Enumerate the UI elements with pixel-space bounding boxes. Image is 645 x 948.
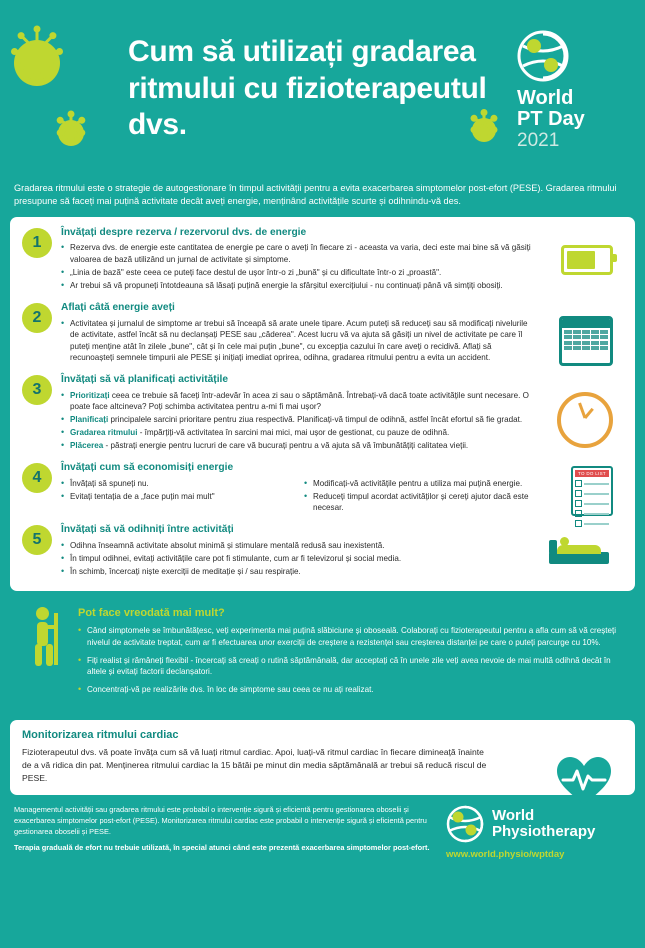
logo-line-2: PT Day xyxy=(517,108,585,130)
step-4-bullet-right-2: • Reduceți timpul acordat activităților și cereți ajutor dacă este necesar. xyxy=(304,491,531,514)
step-5-bullet-1: • Odihna înseamnă activitate absolut minimă și stimulare mentală redusă sau inexistentă. xyxy=(61,540,501,551)
step-5-bullet-2: • În timpul odihnei, evitați activitățile care pot fi stimulante, cum ar fi televizorul și social media. xyxy=(61,553,501,564)
wp-logo-line-2: Physiotherapy xyxy=(492,823,596,841)
more-bullet-3: • Concentrați-vă pe realizările dvs. în loc de simptome sau ceea ce nu ați realizat. xyxy=(78,684,623,696)
step-5-bullet-3: • În schimb, încercați niște exerciții de meditație și / sau respirație. xyxy=(61,566,501,577)
step-2-number: 2 xyxy=(22,303,52,333)
heart-pulse-icon xyxy=(555,754,613,806)
step-5-title: Învățați să vă odihniți între activități xyxy=(61,524,234,536)
step-4 xyxy=(22,462,623,515)
step-2-bullet-1: • Activitatea și jurnalul de simptome ar trebui să înceapă să arate unele tipare. Acum puteți să reduceți sau să modificați nivelurile de activitate, astfel încât să nu declanșați PESE sau „căderea". Acest lucru vă va ajuta să găsiți un nivel de activitate pe care îl puteți menține atât în zilele „bune", cât și în cele mai puțin „bune", cu excepția cazului în care aveți o recidivă. Aflați să recunoașteți semnele timpurii ale PESE și inițiați imediat oprirea, odihna, gradarea ritmului pentru a evita un accident. xyxy=(61,318,531,364)
calendar-icon xyxy=(559,316,613,366)
virus-decoration-left xyxy=(14,40,60,86)
step-4-number: 4 xyxy=(22,463,52,493)
header xyxy=(0,0,645,172)
wp-logo-icon xyxy=(446,805,484,843)
person-crutch-icon xyxy=(24,607,64,667)
steps-card xyxy=(10,217,635,591)
step-1-bullet-2: • „Linia de bază" este ceea ce puteți face destul de ușor într-o zi „bună" și cu dificultate într-o zi „proastă". xyxy=(61,267,531,278)
world-physiotherapy-logo[interactable] xyxy=(446,805,631,860)
footer-url[interactable]: www.world.physio/wptday xyxy=(446,849,565,861)
more-section-title: Pot face vreodată mai mult? xyxy=(78,607,225,620)
world-pt-day-logo xyxy=(517,30,627,152)
step-3-bullet-4: • Plăcerea - păstrați energie pentru lucruri de care vă bucurați pentru a vă ajuta să vă îmbunătățiți calitatea vieții. xyxy=(61,440,531,451)
footer-text-block xyxy=(14,805,436,853)
logo-line-1: World xyxy=(517,87,574,109)
step-1 xyxy=(22,227,623,293)
step-5-number: 5 xyxy=(22,525,52,555)
intro-paragraph: Gradarea ritmului este o strategie de autogestionare în timpul activității pentru a evita exacerbarea simptomelor post-efort (PESE). Gradarea ritmului presupune să faceți mai puțină activitate decât aveți energie, menținând activitățile scurte și odihnindu-vă des. xyxy=(14,183,617,207)
more-bullet-2: • Fiți realist și rămâneți flexibil - încercați să creați o rutină săptămânală, dar acceptați că în unele zile veți avea nevoie de mai multă odihnă decât în altele și evitați factorii declanșatori. xyxy=(78,655,623,678)
step-3-bullet-3: • Gradarea ritmului - împărțiți-vă activitatea în sarcini mai mici, mai ușor de gestionat, cu pauze de odihnă. xyxy=(61,427,531,438)
bed-rest-icon xyxy=(549,530,609,564)
monitoring-paragraph: Fizioterapeutul dvs. vă poate învăța cum să vă luați ritmul cardiac. Apoi, luați-vă ritmul cardiac în fiecare dimineață înainte de a vă ridica din pat. Menținerea ritmului cardiac la 15 bătăi pe minut din media săptămânală ar trebui să reducă riscul de PESE. xyxy=(22,746,487,783)
footer xyxy=(0,803,645,872)
globe-icon xyxy=(517,30,569,82)
more-section xyxy=(10,599,635,712)
step-1-title: Învățați despre rezerva / rezervorul dvs. de energie xyxy=(61,226,307,238)
battery-icon xyxy=(561,245,613,275)
step-3-number: 3 xyxy=(22,375,52,405)
step-3-bullet-2: • Planificați principalele sarcini prioritare pentru ziua respectivă. Planificați-vă timpul de odihnă, astfel încât efortul să fie gradat. xyxy=(61,414,531,425)
step-2 xyxy=(22,302,623,365)
step-3 xyxy=(22,374,623,453)
clock-icon xyxy=(557,392,613,448)
step-1-number: 1 xyxy=(22,228,52,258)
heart-rate-monitoring-section xyxy=(10,720,635,796)
virus-decoration-bottom-left xyxy=(58,120,84,146)
page-title: Cum să utilizați gradarea ritmului cu fizioterapeutul dvs. xyxy=(128,35,487,142)
step-4-title: Învățați cum să economisiți energie xyxy=(61,462,234,474)
todo-list-icon: TO DO LIST xyxy=(571,466,613,516)
step-1-bullet-1: • Rezerva dvs. de energie este cantitatea de energie pe care o aveți în fiecare zi - aceasta va varia, deci este mai bine să vă găsiți valoarea de bază utilizând un jurnal de activitate și simptome. xyxy=(61,242,531,265)
more-bullet-1: • Când simptomele se îmbunătățesc, veți experimenta mai puțină slăbiciune și oboseală. Colaborați cu fizioterapeutul pentru a afla cum să vă creșteți nivelul de activitate treptat, cum ar fi efectuarea unor exerciții de creștere a rezistenței sau creșterea distanței pe care o puteți parcurge cu 10%. xyxy=(78,625,623,648)
step-4-bullet-left-2: • Evitați tentația de a „face puțin mai mult" xyxy=(61,491,288,502)
step-4-bullet-right-1: • Modificați-vă activitățile pentru a utiliza mai puțină energie. xyxy=(304,478,531,489)
footer-text: Managementul activității sau gradarea ritmului este probabil o intervenție sigură și eficientă pentru gestionarea oboselii și exacerbarea simptomelor post-efort (PESE). Monitorizarea ritmului cardiac este probabil o intervenție sigură și eficientă pentru gestionarea oboselii și PESE. xyxy=(14,805,427,836)
step-2-title: Aflați câtă energie aveți xyxy=(61,301,175,313)
logo-year: 2021 xyxy=(517,130,560,151)
step-3-title: Învățați să vă planificați activitățile xyxy=(61,374,229,386)
wp-logo-line-1: World xyxy=(492,807,535,825)
monitoring-title: Monitorizarea ritmului cardiac xyxy=(22,728,179,741)
step-5 xyxy=(22,524,623,579)
step-4-bullet-left-1: • Învățați să spuneți nu. xyxy=(61,478,288,489)
step-3-bullet-1: • Prioritizați ceea ce trebuie să faceți într-adevăr în acea zi sau o săptămână. Întrebați-vă dacă toate activitățile sunt necesare. O poate face altcineva? Poți schimba activitatea pentru a-mi fi mai ușor? xyxy=(61,390,531,413)
step-1-bullet-3: • Ar trebui să vă propuneți întotdeauna să lăsați puțină energie la sfârșitul exercițiului - nu continuați până vă simțiți obosiți. xyxy=(61,280,531,291)
footer-bold-text: Terapia graduală de efort nu trebuie utilizată, în special atunci când este prezentă exacerbarea simptomelor post-efort. xyxy=(14,842,430,852)
